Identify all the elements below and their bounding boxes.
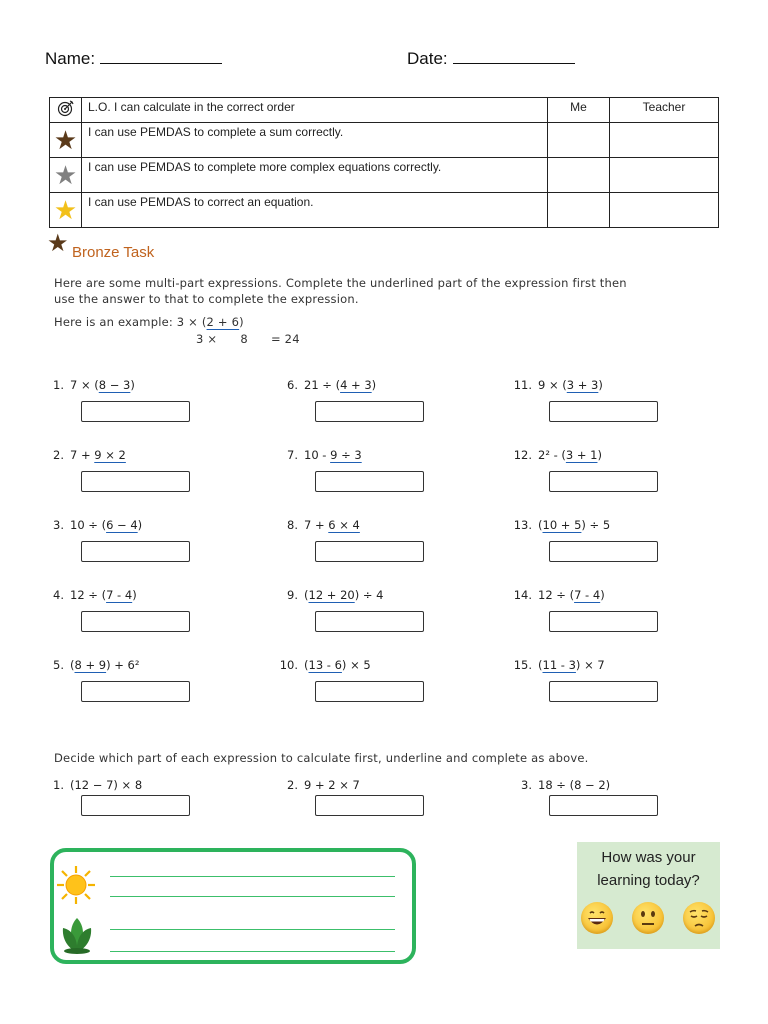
teacher-checkbox-cell[interactable] (610, 158, 719, 193)
decide-number: 2. (287, 778, 298, 792)
decide-text: 9 + 2 × 7 (304, 778, 360, 792)
answer-box[interactable] (549, 401, 658, 422)
silver-star-icon: ★ (50, 158, 82, 193)
problem-suffix: ) (132, 588, 137, 602)
answer-box[interactable] (81, 795, 190, 816)
problem-prefix: 9 × ( (538, 378, 567, 392)
reflection-line[interactable] (110, 896, 395, 897)
learning-feedback-panel (577, 842, 720, 949)
learning-question-line: How was your (601, 849, 696, 866)
me-checkbox-cell[interactable] (548, 193, 610, 228)
name-blank[interactable] (100, 49, 222, 64)
answer-box[interactable] (81, 681, 190, 702)
problem-expression (510, 378, 603, 392)
answer-box[interactable] (315, 471, 424, 492)
answer-box[interactable] (81, 541, 190, 562)
answer-box[interactable] (315, 681, 424, 702)
problem-expression (276, 588, 383, 602)
problem-suffix: ) (598, 378, 603, 392)
problem-expression (42, 378, 135, 392)
problem-prefix: 7 × ( (70, 378, 99, 392)
problem-suffix: ) (371, 378, 377, 392)
problem-underlined-part: 9 ÷ 3 (330, 448, 362, 462)
problem-expression (510, 448, 602, 462)
decide-text: 18 ÷ (8 − 2) (538, 778, 611, 792)
teacher-checkbox-cell[interactable] (610, 123, 719, 158)
objective-text: I can use PEMDAS to complete a sum correctly. (82, 123, 548, 158)
problem-underlined-part: 10 + 5 (542, 518, 582, 532)
problem-prefix: ( (304, 588, 309, 602)
example-expression: Here is an example: 3 × (2 + 6) (54, 315, 244, 329)
problem-underlined-part: 11 - 3 (542, 658, 576, 672)
problem-suffix: ) ÷ 4 (354, 588, 384, 602)
problem-suffix: ) × 5 (341, 658, 371, 672)
problem-suffix: ) (600, 588, 605, 602)
problem-underlined-part: 8 + 9 (74, 658, 107, 672)
problem-number: 15. (513, 658, 532, 672)
date-field[interactable] (407, 49, 575, 69)
decide-expression (276, 778, 360, 792)
me-checkbox-cell[interactable] (548, 158, 610, 193)
problem-expression (276, 448, 362, 462)
problem-expression (42, 448, 126, 462)
problem-underlined-part: 7 - 4 (106, 588, 133, 602)
answer-box[interactable] (315, 541, 424, 562)
problem-expression (510, 518, 610, 532)
problem-number: 10. (279, 658, 298, 672)
problem-prefix: 10 - (304, 448, 331, 462)
problem-expression (510, 588, 605, 602)
bronze-star-icon: ★ (47, 229, 69, 257)
gold-star-icon: ★ (50, 193, 82, 228)
objectives-header-row (50, 98, 719, 123)
problem-prefix: 12 ÷ ( (70, 588, 107, 602)
answer-box[interactable] (81, 611, 190, 632)
objective-row-bronze (50, 123, 719, 158)
date-label: Date: (407, 49, 448, 68)
objective-text: I can use PEMDAS to complete more complex equations correctly. (82, 158, 548, 193)
decide-number: 1. (53, 778, 64, 792)
objective-heading: L.O. I can calculate in the correct order (82, 98, 548, 123)
problem-number: 1. (53, 378, 64, 392)
answer-box[interactable] (81, 471, 190, 492)
problem-number: 8. (287, 518, 298, 532)
bronze-star-icon: ★ (50, 123, 82, 158)
problem-prefix: 2² - ( (538, 448, 566, 462)
problem-expression (510, 658, 605, 672)
me-column-header: Me (548, 98, 610, 123)
problem-underlined-part: 7 - 4 (574, 588, 601, 602)
problem-prefix: 12 ÷ ( (538, 588, 575, 602)
problem-expression (42, 658, 139, 672)
answer-box[interactable] (549, 681, 658, 702)
reflection-line[interactable] (110, 929, 395, 930)
neutral-face-icon[interactable] (632, 902, 664, 934)
problem-prefix: 10 ÷ ( (70, 518, 107, 532)
problem-suffix: ) + 6² (106, 658, 140, 672)
problem-number: 9. (287, 588, 298, 602)
answer-box[interactable] (315, 401, 424, 422)
objective-text: I can use PEMDAS to correct an equation. (82, 193, 548, 228)
example-step: 3 × 8 = 24 (196, 332, 300, 346)
decide-expression (42, 778, 142, 792)
problem-underlined-part: 3 + 1 (565, 448, 598, 462)
teacher-checkbox-cell[interactable] (610, 193, 719, 228)
answer-box[interactable] (549, 611, 658, 632)
problem-expression (276, 518, 360, 532)
answer-box[interactable] (315, 795, 424, 816)
problem-number: 2. (53, 448, 64, 462)
problem-number: 7. (287, 448, 298, 462)
decide-instruction: Decide which part of each expression to calculate first, underline and complete as above. (54, 751, 589, 765)
reflection-line[interactable] (110, 951, 395, 952)
problem-underlined-part: 12 + 20 (308, 588, 355, 602)
target-icon (50, 98, 82, 123)
problem-number: 13. (513, 518, 532, 532)
answer-box[interactable] (549, 795, 658, 816)
sad-face-icon[interactable] (683, 902, 715, 934)
answer-box[interactable] (81, 401, 190, 422)
problem-underlined-part: 3 + 3 (566, 378, 599, 392)
decide-number: 3. (521, 778, 532, 792)
problem-number: 5. (53, 658, 64, 672)
sun-icon (55, 864, 97, 910)
problem-underlined-part: 9 × 2 (94, 448, 126, 462)
problem-prefix: ( (538, 658, 543, 672)
problem-number: 4. (53, 588, 64, 602)
problem-suffix: ) (597, 448, 602, 462)
problem-prefix: ( (538, 518, 543, 532)
problem-number: 14. (513, 588, 532, 602)
problem-expression (276, 378, 376, 392)
problem-number: 11. (513, 378, 532, 392)
problem-number: 12. (513, 448, 532, 462)
problem-prefix: ( (304, 658, 309, 672)
problem-expression (276, 658, 371, 672)
reflection-line[interactable] (110, 876, 395, 877)
instruction-line: Here are some multi-part expressions. Complete the underlined part of the expression first then (54, 276, 627, 290)
date-blank[interactable] (453, 49, 575, 64)
problem-suffix: ) × 7 (575, 658, 605, 672)
problem-underlined-part: 8 − 3 (98, 378, 131, 392)
answer-box[interactable] (315, 611, 424, 632)
problem-underlined-part: 4 + 3 (340, 378, 372, 392)
objective-row-silver (50, 158, 719, 193)
instruction-line: use the answer to that to complete the expression. (54, 292, 359, 306)
problem-number: 6. (287, 378, 298, 392)
bronze-instructions (54, 275, 724, 307)
bronze-task-title: Bronze Task (72, 244, 155, 261)
learning-question-line: learning today? (597, 872, 700, 889)
example-underlined-part: 2 + 6 (206, 315, 240, 329)
problem-suffix: ) ÷ 5 (581, 518, 611, 532)
problem-suffix: ) (130, 378, 135, 392)
answer-box[interactable] (549, 541, 658, 562)
reflection-box (50, 848, 416, 964)
problem-suffix: ) (137, 518, 143, 532)
decide-expression (510, 778, 610, 792)
problem-prefix: 21 ÷ ( (304, 378, 341, 392)
objective-row-gold (50, 193, 719, 228)
grinning-face-icon[interactable] (581, 902, 613, 934)
problem-prefix: ( (70, 658, 75, 672)
lotus-icon (58, 914, 96, 958)
teacher-column-header: Teacher (610, 98, 719, 123)
problem-number: 3. (53, 518, 64, 532)
problem-prefix: 7 + (304, 518, 329, 532)
me-checkbox-cell[interactable] (548, 123, 610, 158)
problem-prefix: 7 + (70, 448, 95, 462)
decide-text: (12 − 7) × 8 (70, 778, 143, 792)
name-field[interactable] (45, 49, 222, 69)
problem-underlined-part: 6 − 4 (106, 518, 138, 532)
learning-objectives-table (49, 97, 719, 228)
problem-underlined-part: 13 - 6 (308, 658, 342, 672)
name-label: Name: (45, 49, 96, 68)
answer-box[interactable] (549, 471, 658, 492)
problem-underlined-part: 6 × 4 (328, 518, 360, 532)
problem-expression (42, 518, 142, 532)
problem-expression (42, 588, 137, 602)
